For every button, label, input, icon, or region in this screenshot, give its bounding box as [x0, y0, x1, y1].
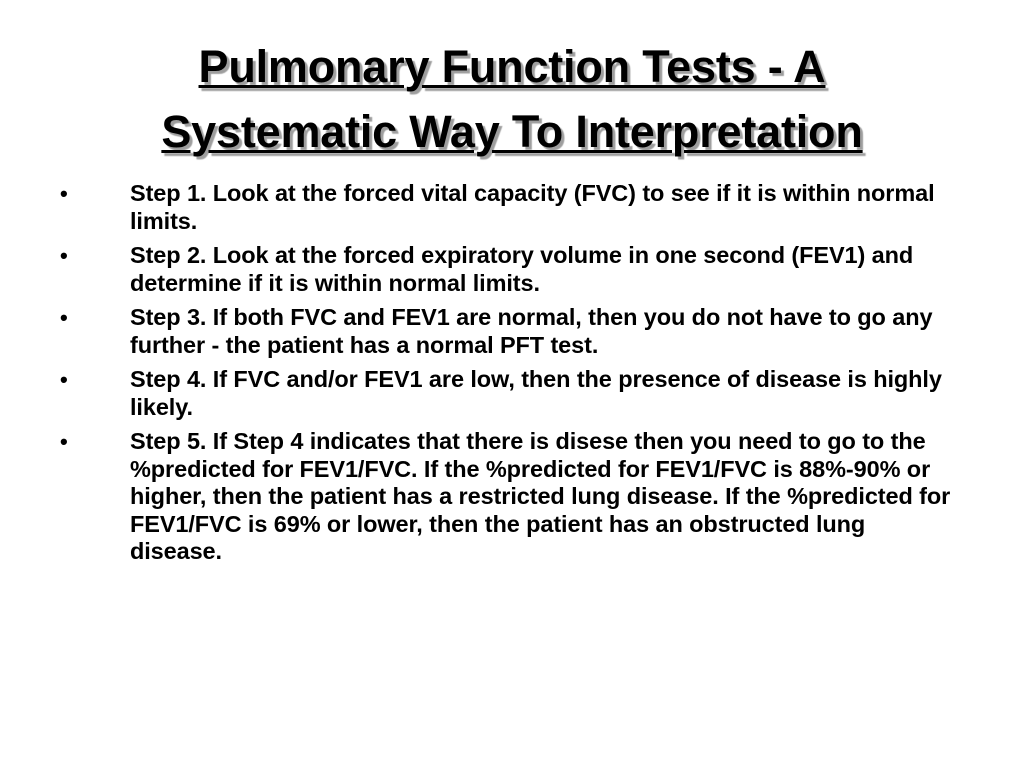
bullet-text-step-3: Step 3. If both FVC and FEV1 are normal, then you do not have to go any further - the patient has a normal PFT test.: [130, 304, 933, 358]
bullet-item-step-1: [0, 180, 1024, 235]
bullet-marker: •: [60, 305, 68, 330]
bullet-marker: •: [60, 181, 68, 206]
slide-title: [40, 34, 984, 164]
bullet-text-step-4: Step 4. If FVC and/or FEV1 are low, then the presence of disease is highly likely.: [130, 366, 942, 420]
bullet-item-step-4: [0, 366, 1024, 421]
bullet-marker: •: [60, 367, 68, 392]
slide-title-line-2: Systematic Way To Interpretation: [161, 106, 863, 157]
bullet-item-step-5: [0, 428, 1024, 566]
slide-title-line-1: Pulmonary Function Tests - A: [198, 41, 826, 92]
bullet-item-step-2: [0, 242, 1024, 297]
bullet-list: [0, 180, 1024, 573]
bullet-text-step-5: Step 5. If Step 4 indicates that there is disese then you need to go to the %predicted for FEV1/FVC. If the %predicted for FEV1/FVC is 88%-90% or higher, then the patient has a restricted lung disease. If the %predicted for FEV1/FVC is 69% or lower, then the patient has an obstructed lung disease.: [130, 428, 951, 564]
bullet-text-step-1: Step 1. Look at the forced vital capacity (FVC) to see if it is within normal limits.: [130, 180, 935, 234]
bullet-item-step-3: [0, 304, 1024, 359]
bullet-marker: •: [60, 243, 68, 268]
bullet-marker: •: [60, 429, 68, 454]
bullet-text-step-2: Step 2. Look at the forced expiratory volume in one second (FEV1) and determine if it is within normal limits.: [130, 242, 914, 296]
